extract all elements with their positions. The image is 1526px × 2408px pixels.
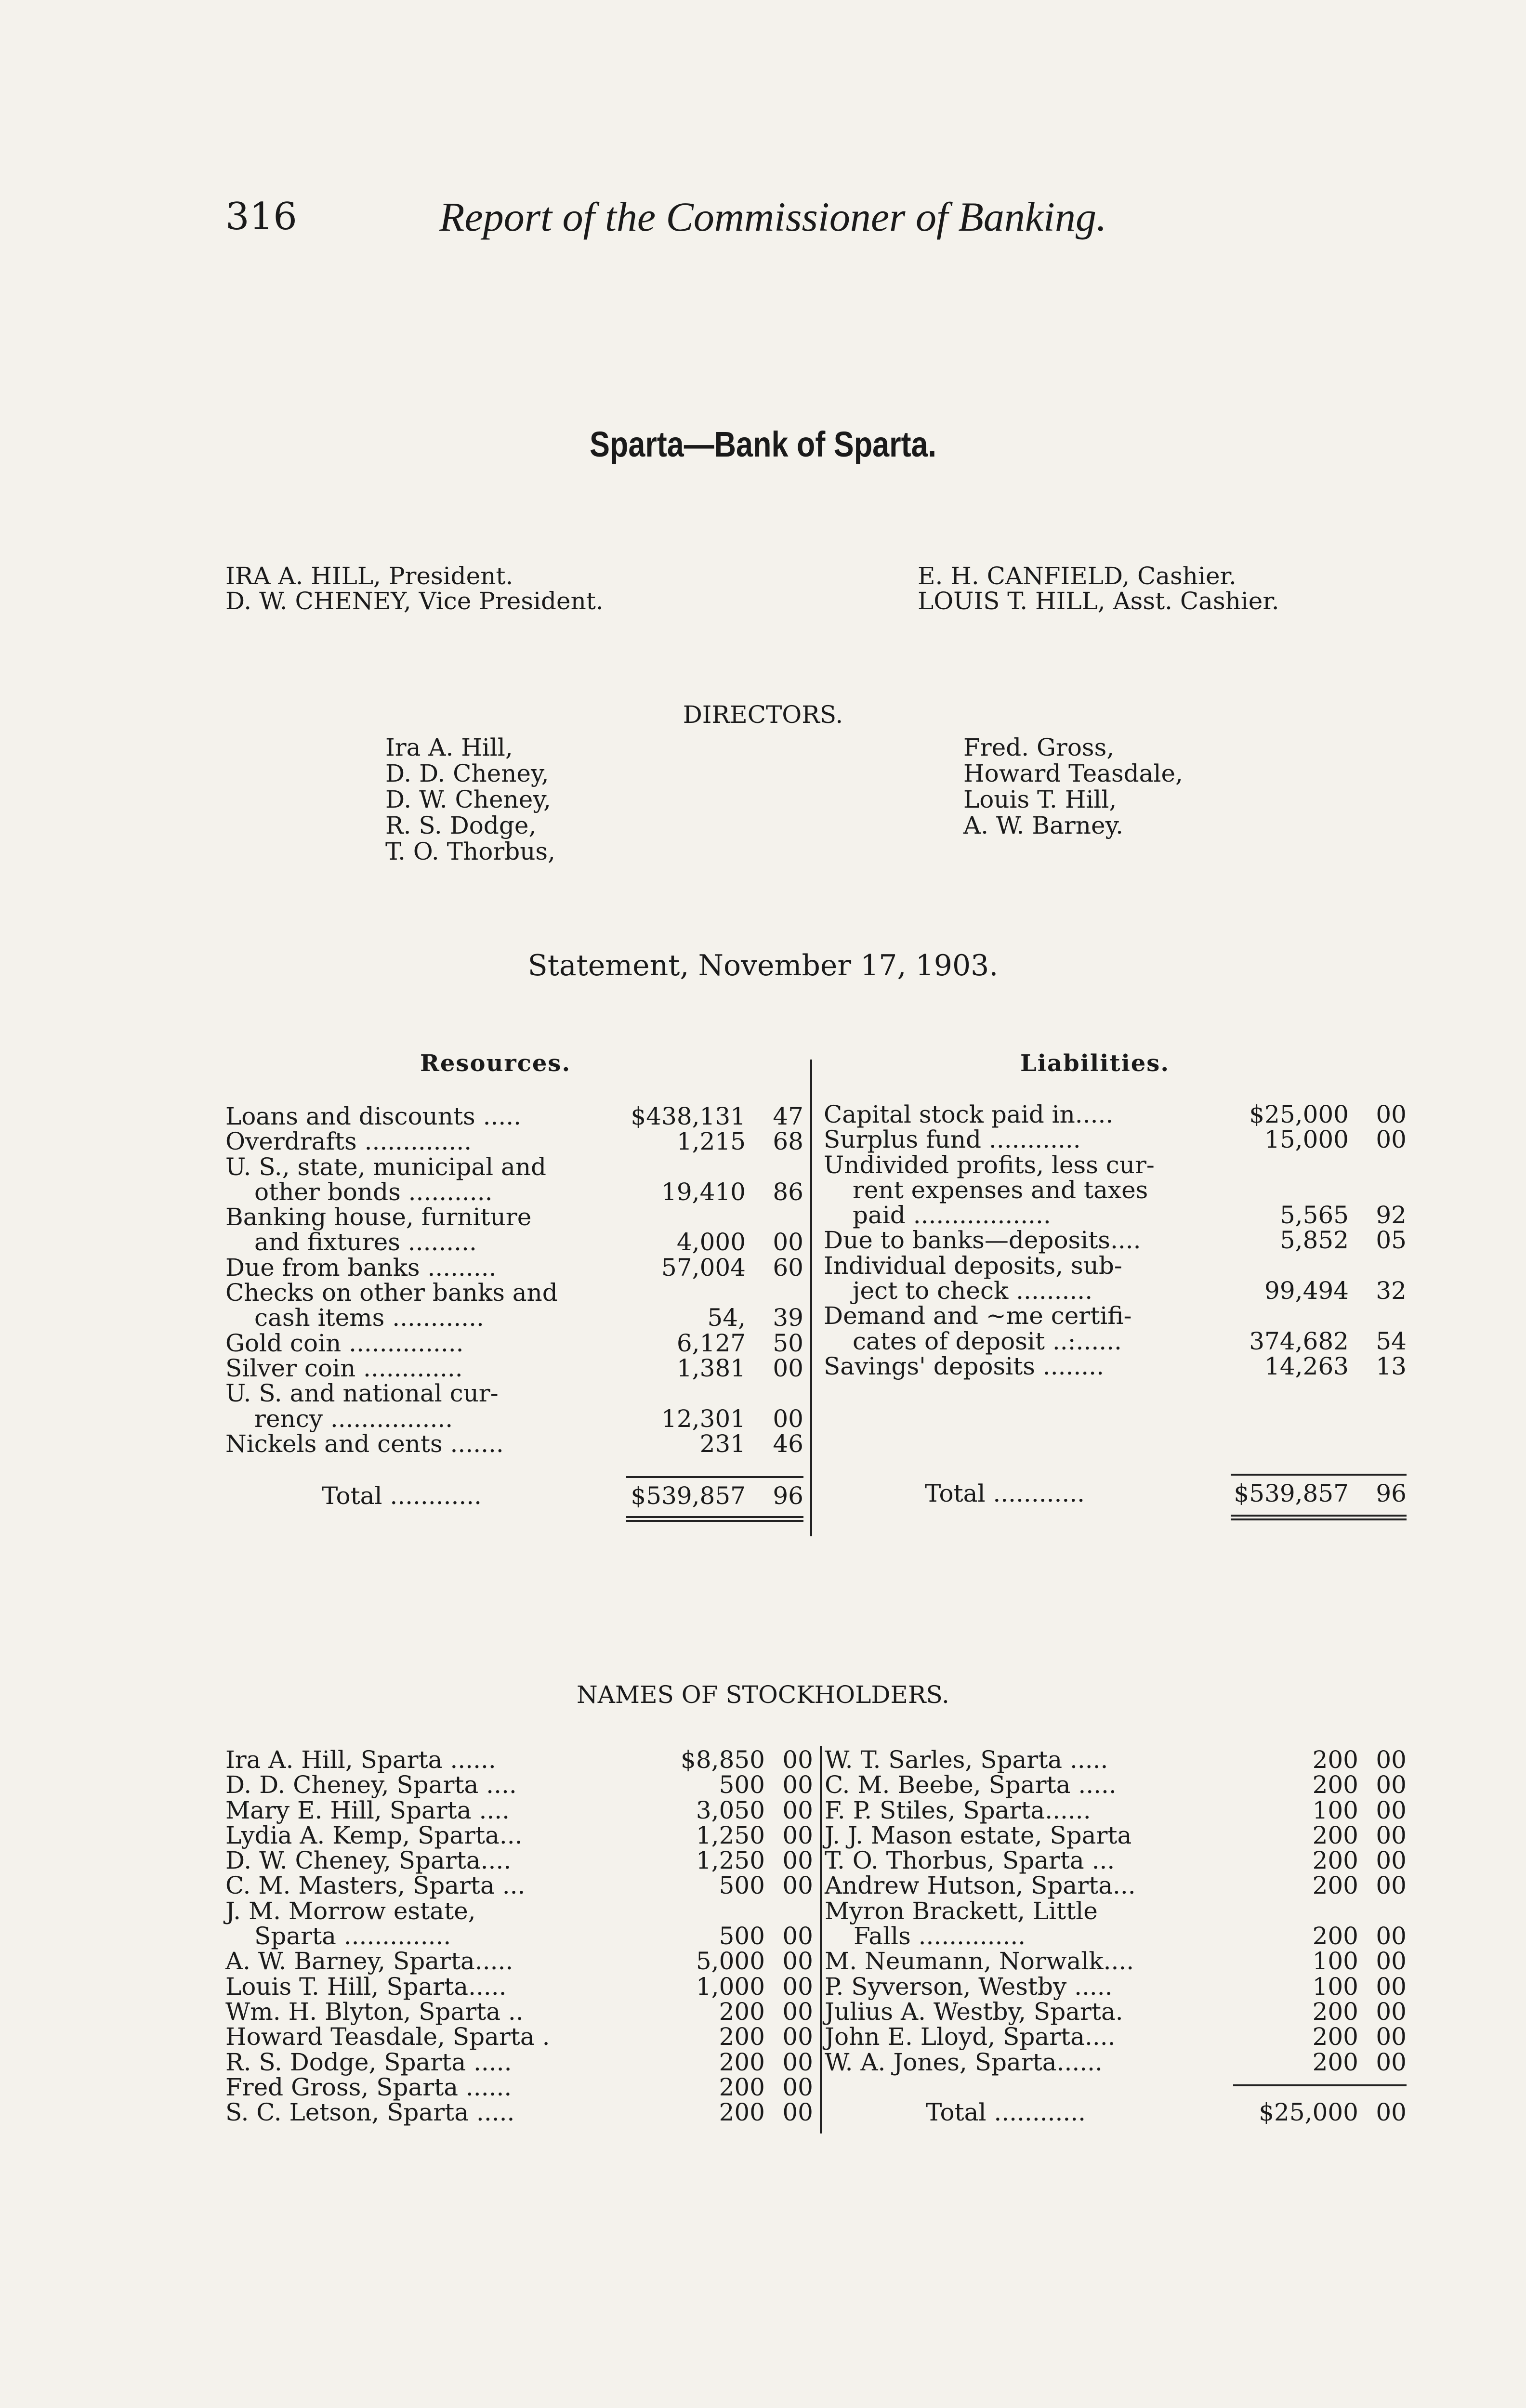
row-amount: 200	[1312, 1846, 1358, 1875]
total-label: Total ............	[926, 2098, 1086, 2126]
row-cents: 46	[773, 1429, 803, 1458]
liability-row	[824, 1354, 1407, 1379]
row-label: rency ................	[254, 1404, 453, 1433]
resource-row	[225, 1356, 803, 1381]
row-cents: 60	[773, 1253, 803, 1282]
stockholder-row	[825, 1747, 1407, 1772]
row-amount: 374,682	[1249, 1327, 1349, 1355]
row-cents: 00	[1376, 1972, 1407, 2001]
row-label: C. M. Masters, Sparta ...	[225, 1871, 526, 1900]
stockholders-total	[825, 2100, 1407, 2125]
director: A. W. Barney.	[963, 811, 1124, 839]
row-label: P. Syverson, Westby .....	[825, 1972, 1113, 2001]
row-cents: 00	[773, 1404, 803, 1433]
row-amount: 200	[1312, 2023, 1358, 2051]
row-amount: 1,250	[696, 1821, 765, 1849]
row-amount: 200	[1312, 1997, 1358, 2026]
resource-row	[225, 1154, 803, 1179]
stockholder-row	[225, 1924, 813, 1949]
row-label: S. C. Letson, Sparta .....	[225, 2098, 515, 2127]
row-label: W. T. Sarles, Sparta .....	[825, 1746, 1108, 1774]
liabilities-total	[824, 1481, 1407, 1506]
row-label: Due from banks .........	[225, 1253, 497, 1282]
row-cents: 00	[1376, 1746, 1407, 1774]
row-label: A. W. Barney, Sparta.....	[225, 1947, 513, 1976]
directors-heading: DIRECTORS.	[683, 701, 843, 729]
resource-row	[225, 1431, 803, 1456]
total-cents: 96	[1376, 1479, 1407, 1507]
row-label: D. W. Cheney, Sparta....	[225, 1846, 512, 1875]
liability-row	[824, 1253, 1407, 1278]
row-amount: 54,	[707, 1304, 746, 1332]
stockholders-left	[225, 1747, 813, 2125]
officers-right	[918, 563, 1279, 614]
row-cents: 00	[1376, 1771, 1407, 1799]
row-label: Falls ..............	[854, 1922, 1026, 1950]
directors-left	[385, 734, 555, 864]
row-label: Lydia A. Kemp, Sparta...	[225, 1821, 523, 1849]
column-divider	[810, 1060, 812, 1536]
officers-left	[225, 563, 604, 614]
row-label: Louis T. Hill, Sparta.....	[225, 1972, 507, 2001]
director: D. W. Cheney,	[385, 785, 551, 813]
row-label: Howard Teasdale, Sparta .	[225, 2023, 550, 2051]
resource-row	[225, 1331, 803, 1356]
row-label: D. D. Cheney, Sparta ....	[225, 1771, 517, 1799]
row-cents: 00	[782, 1846, 813, 1875]
liabilities-sum-rule	[1231, 1474, 1407, 1476]
row-amount: 100	[1312, 1972, 1358, 2001]
row-cents: 00	[1376, 1125, 1407, 1154]
row-amount: 5,000	[696, 1947, 765, 1976]
row-amount: 500	[719, 1871, 765, 1900]
resource-row	[225, 1204, 803, 1230]
stockholder-row	[225, 2075, 813, 2100]
row-cents: 32	[1376, 1277, 1407, 1305]
row-label: Silver coin .............	[225, 1354, 463, 1382]
liability-row	[824, 1152, 1407, 1178]
stockholders-divider	[820, 1746, 822, 2133]
stockholder-row	[225, 1823, 813, 1848]
row-label: Nickels and cents .......	[225, 1429, 504, 1458]
row-amount: 15,000	[1264, 1125, 1349, 1154]
director: Ira A. Hill,	[385, 733, 513, 761]
row-amount: 200	[1312, 1871, 1358, 1900]
row-amount: 6,127	[676, 1329, 746, 1357]
row-cents: 00	[782, 1771, 813, 1799]
resources-total-double-rule	[626, 1516, 803, 1522]
row-cents: 00	[782, 2073, 813, 2101]
row-label: C. M. Beebe, Sparta .....	[825, 1771, 1117, 1799]
row-label: Banking house, furniture	[225, 1203, 532, 1231]
row-amount: 1,250	[696, 1846, 765, 1875]
row-amount: 200	[719, 1997, 765, 2026]
running-title: Report of the Commissioner of Banking.	[439, 194, 1107, 240]
stockholder-row	[825, 1772, 1407, 1797]
resource-row	[225, 1381, 803, 1406]
director: R. S. Dodge,	[385, 811, 537, 839]
row-amount: 1,000	[696, 1972, 765, 2001]
director: D. D. Cheney,	[385, 759, 549, 787]
row-cents: 00	[1376, 1821, 1407, 1849]
row-amount: 12,301	[661, 1404, 746, 1433]
stockholder-row	[825, 1949, 1407, 1974]
row-cents: 00	[782, 2098, 813, 2127]
stockholders-sum-rule	[1233, 2084, 1407, 2086]
total-amount: $539,857	[1234, 1479, 1349, 1507]
row-amount: 100	[1312, 1796, 1358, 1824]
liability-row	[824, 1228, 1407, 1253]
row-cents: 00	[782, 1821, 813, 1849]
row-amount: 500	[719, 1771, 765, 1799]
stockholder-row	[825, 1823, 1407, 1848]
officer-asst-cashier: LOUIS T. HILL, Asst. Cashier.	[918, 587, 1279, 615]
row-label: Savings' deposits ........	[824, 1352, 1104, 1380]
total-amount: $539,857	[631, 1482, 746, 1510]
stockholder-row	[825, 1898, 1407, 1924]
row-label: Gold coin ...............	[225, 1329, 464, 1357]
row-cents: 00	[782, 1746, 813, 1774]
liability-row	[824, 1278, 1407, 1303]
officer-president: IRA A. HILL, President.	[225, 562, 513, 590]
row-cents: 68	[773, 1127, 803, 1156]
stockholder-row	[225, 2024, 813, 2049]
row-label: U. S., state, municipal and	[225, 1152, 547, 1181]
row-label: rent expenses and taxes	[853, 1176, 1148, 1204]
liability-row	[824, 1178, 1407, 1203]
stockholder-row	[225, 1747, 813, 1772]
row-label: Surplus fund ............	[824, 1125, 1081, 1154]
row-label: T. O. Thorbus, Sparta ...	[825, 1846, 1115, 1875]
row-amount: 100	[1312, 1947, 1358, 1976]
row-amount: 200	[1312, 1746, 1358, 1774]
stockholder-row	[825, 1798, 1407, 1823]
director: Fred. Gross,	[963, 733, 1115, 761]
liability-row	[824, 1102, 1407, 1127]
row-label: John E. Lloyd, Sparta....	[825, 2023, 1116, 2051]
row-cents: 13	[1376, 1352, 1407, 1380]
row-cents: 00	[773, 1228, 803, 1256]
resource-row	[225, 1179, 803, 1204]
row-cents: 00	[782, 1997, 813, 2026]
row-amount: 1,215	[676, 1127, 746, 1156]
row-amount: 57,004	[661, 1253, 746, 1282]
stockholder-row	[225, 2050, 813, 2075]
row-cents: 00	[1376, 1922, 1407, 1950]
row-amount: 200	[1312, 1771, 1358, 1799]
row-label: Andrew Hutson, Sparta...	[825, 1871, 1136, 1900]
row-cents: 00	[782, 1871, 813, 1900]
director: Howard Teasdale,	[963, 759, 1183, 787]
row-cents: 39	[773, 1304, 803, 1332]
row-label: paid ..................	[853, 1201, 1051, 1230]
row-cents: 00	[773, 1354, 803, 1382]
total-label: Total ............	[925, 1479, 1085, 1507]
row-amount: 231	[699, 1429, 746, 1458]
row-label: J. J. Mason estate, Sparta	[825, 1821, 1132, 1849]
row-cents: 86	[773, 1178, 803, 1206]
row-label: Checks on other banks and	[225, 1279, 558, 1307]
liability-row	[824, 1329, 1407, 1354]
row-label: ject to check ..........	[853, 1277, 1093, 1305]
stockholder-row	[225, 1798, 813, 1823]
row-cents: 00	[1376, 1796, 1407, 1824]
row-label: Overdrafts ..............	[225, 1127, 472, 1156]
row-label: Due to banks—deposits....	[824, 1226, 1141, 1255]
row-amount: 200	[719, 2098, 765, 2127]
liabilities-list	[824, 1102, 1407, 1379]
stockholder-row	[225, 1949, 813, 1974]
row-amount: 200	[1312, 2048, 1358, 2076]
row-amount: 3,050	[696, 1796, 765, 1824]
row-amount: 99,494	[1264, 1277, 1349, 1305]
row-cents: 00	[1376, 1871, 1407, 1900]
page-number: 316	[225, 195, 297, 238]
row-cents: 00	[782, 2048, 813, 2076]
resource-row	[225, 1129, 803, 1154]
row-label: Julius A. Westby, Sparta.	[825, 1997, 1123, 2026]
stockholder-row	[825, 1873, 1407, 1898]
stockholder-row	[825, 1924, 1407, 1949]
row-amount: 5,852	[1279, 1226, 1349, 1255]
row-label: cates of deposit ..:......	[853, 1327, 1122, 1355]
liability-row	[824, 1203, 1407, 1228]
row-label: Fred Gross, Sparta ......	[225, 2073, 512, 2101]
row-amount: 200	[719, 2023, 765, 2051]
row-cents: 00	[782, 1922, 813, 1950]
row-amount: 200	[719, 2048, 765, 2076]
row-label: Demand and ~me certifi-	[824, 1302, 1132, 1330]
stockholder-row	[825, 1999, 1407, 2024]
row-cents: 00	[1376, 1997, 1407, 2026]
liabilities-total-double-rule	[1231, 1515, 1407, 1520]
row-amount: 500	[719, 1922, 765, 1950]
row-label: J. M. Morrow estate,	[225, 1897, 476, 1925]
resources-list	[225, 1104, 803, 1456]
row-label: Individual deposits, sub-	[824, 1251, 1122, 1280]
liability-row	[824, 1127, 1407, 1152]
total-cents: 96	[773, 1482, 803, 1510]
director: T. O. Thorbus,	[385, 838, 555, 865]
stockholder-row	[825, 2024, 1407, 2049]
resource-row	[225, 1104, 803, 1129]
total-amount: $25,000	[1259, 2098, 1358, 2126]
row-cents: 00	[1376, 2023, 1407, 2051]
stockholders-heading: NAMES OF STOCKHOLDERS.	[577, 1681, 949, 1709]
resources-sum-rule	[626, 1476, 803, 1478]
stockholder-row	[825, 2050, 1407, 2075]
stockholder-row	[225, 1898, 813, 1924]
row-label: and fixtures .........	[254, 1228, 477, 1256]
stockholder-row	[225, 1772, 813, 1797]
stockholder-row	[225, 1873, 813, 1898]
row-label: Mary E. Hill, Sparta ....	[225, 1796, 510, 1824]
row-cents: 00	[1376, 2048, 1407, 2076]
resource-row	[225, 1280, 803, 1305]
stockholder-row	[225, 1999, 813, 2024]
resource-row	[225, 1255, 803, 1280]
row-amount: 5,565	[1279, 1201, 1349, 1230]
row-amount: 200	[719, 2073, 765, 2101]
stockholder-row	[225, 1848, 813, 1873]
row-label: U. S. and national cur-	[225, 1379, 499, 1408]
liabilities-heading: Liabilities.	[1020, 1050, 1170, 1077]
row-cents: 00	[782, 1796, 813, 1824]
row-label: W. A. Jones, Sparta......	[825, 2048, 1103, 2076]
row-cents: 92	[1376, 1201, 1407, 1230]
stockholders-right	[825, 1747, 1407, 2075]
resources-total	[225, 1483, 803, 1508]
resource-row	[225, 1305, 803, 1330]
resources-heading: Resources.	[420, 1050, 571, 1077]
row-amount: $438,131	[631, 1102, 746, 1130]
row-label: Wm. H. Blyton, Sparta ..	[225, 1997, 524, 2026]
row-amount: 1,381	[676, 1354, 746, 1382]
liability-row	[824, 1303, 1407, 1328]
row-cents: 00	[782, 2023, 813, 2051]
director: Louis T. Hill,	[963, 785, 1117, 813]
resource-row	[225, 1406, 803, 1431]
row-label: Capital stock paid in.....	[824, 1100, 1114, 1128]
row-label: Undivided profits, less cur-	[824, 1151, 1155, 1179]
stockholder-row	[225, 2100, 813, 2125]
total-cents: 00	[1376, 2098, 1407, 2126]
row-cents: 47	[773, 1102, 803, 1130]
total-label: Total ............	[322, 1482, 482, 1510]
row-label: F. P. Stiles, Sparta......	[825, 1796, 1091, 1824]
row-amount: $8,850	[681, 1746, 765, 1774]
row-amount: 200	[1312, 1922, 1358, 1950]
row-cents: 00	[1376, 1947, 1407, 1976]
officer-cashier: E. H. CANFIELD, Cashier.	[918, 562, 1237, 590]
row-cents: 00	[782, 1947, 813, 1976]
row-cents: 54	[1376, 1327, 1407, 1355]
row-label: Sparta ..............	[254, 1922, 451, 1950]
row-label: R. S. Dodge, Sparta .....	[225, 2048, 512, 2076]
row-cents: 05	[1376, 1226, 1407, 1255]
row-label: cash items ............	[254, 1304, 484, 1332]
row-label: other bonds ...........	[254, 1178, 493, 1206]
row-cents: 00	[1376, 1100, 1407, 1128]
row-cents: 00	[782, 1972, 813, 2001]
row-label: Myron Brackett, Little	[825, 1897, 1098, 1925]
row-cents: 50	[773, 1329, 803, 1357]
directors-right	[963, 734, 1183, 838]
statement-heading: Statement, November 17, 1903.	[527, 949, 999, 982]
row-label: Ira A. Hill, Sparta ......	[225, 1746, 496, 1774]
resource-row	[225, 1230, 803, 1255]
row-cents: 00	[1376, 1846, 1407, 1875]
row-label: M. Neumann, Norwalk....	[825, 1947, 1134, 1976]
row-amount: 14,263	[1264, 1352, 1349, 1380]
row-amount: 4,000	[676, 1228, 746, 1256]
row-amount: 19,410	[661, 1178, 746, 1206]
officer-vice-president: D. W. CHENEY, Vice President.	[225, 587, 604, 615]
stockholder-row	[825, 1974, 1407, 1999]
stockholder-row	[825, 1848, 1407, 1873]
row-amount: 200	[1312, 1821, 1358, 1849]
bank-title: Sparta—Bank of Sparta.	[589, 424, 937, 464]
row-label: Loans and discounts .....	[225, 1102, 522, 1130]
stockholder-row	[225, 1974, 813, 1999]
row-amount: $25,000	[1249, 1100, 1349, 1128]
